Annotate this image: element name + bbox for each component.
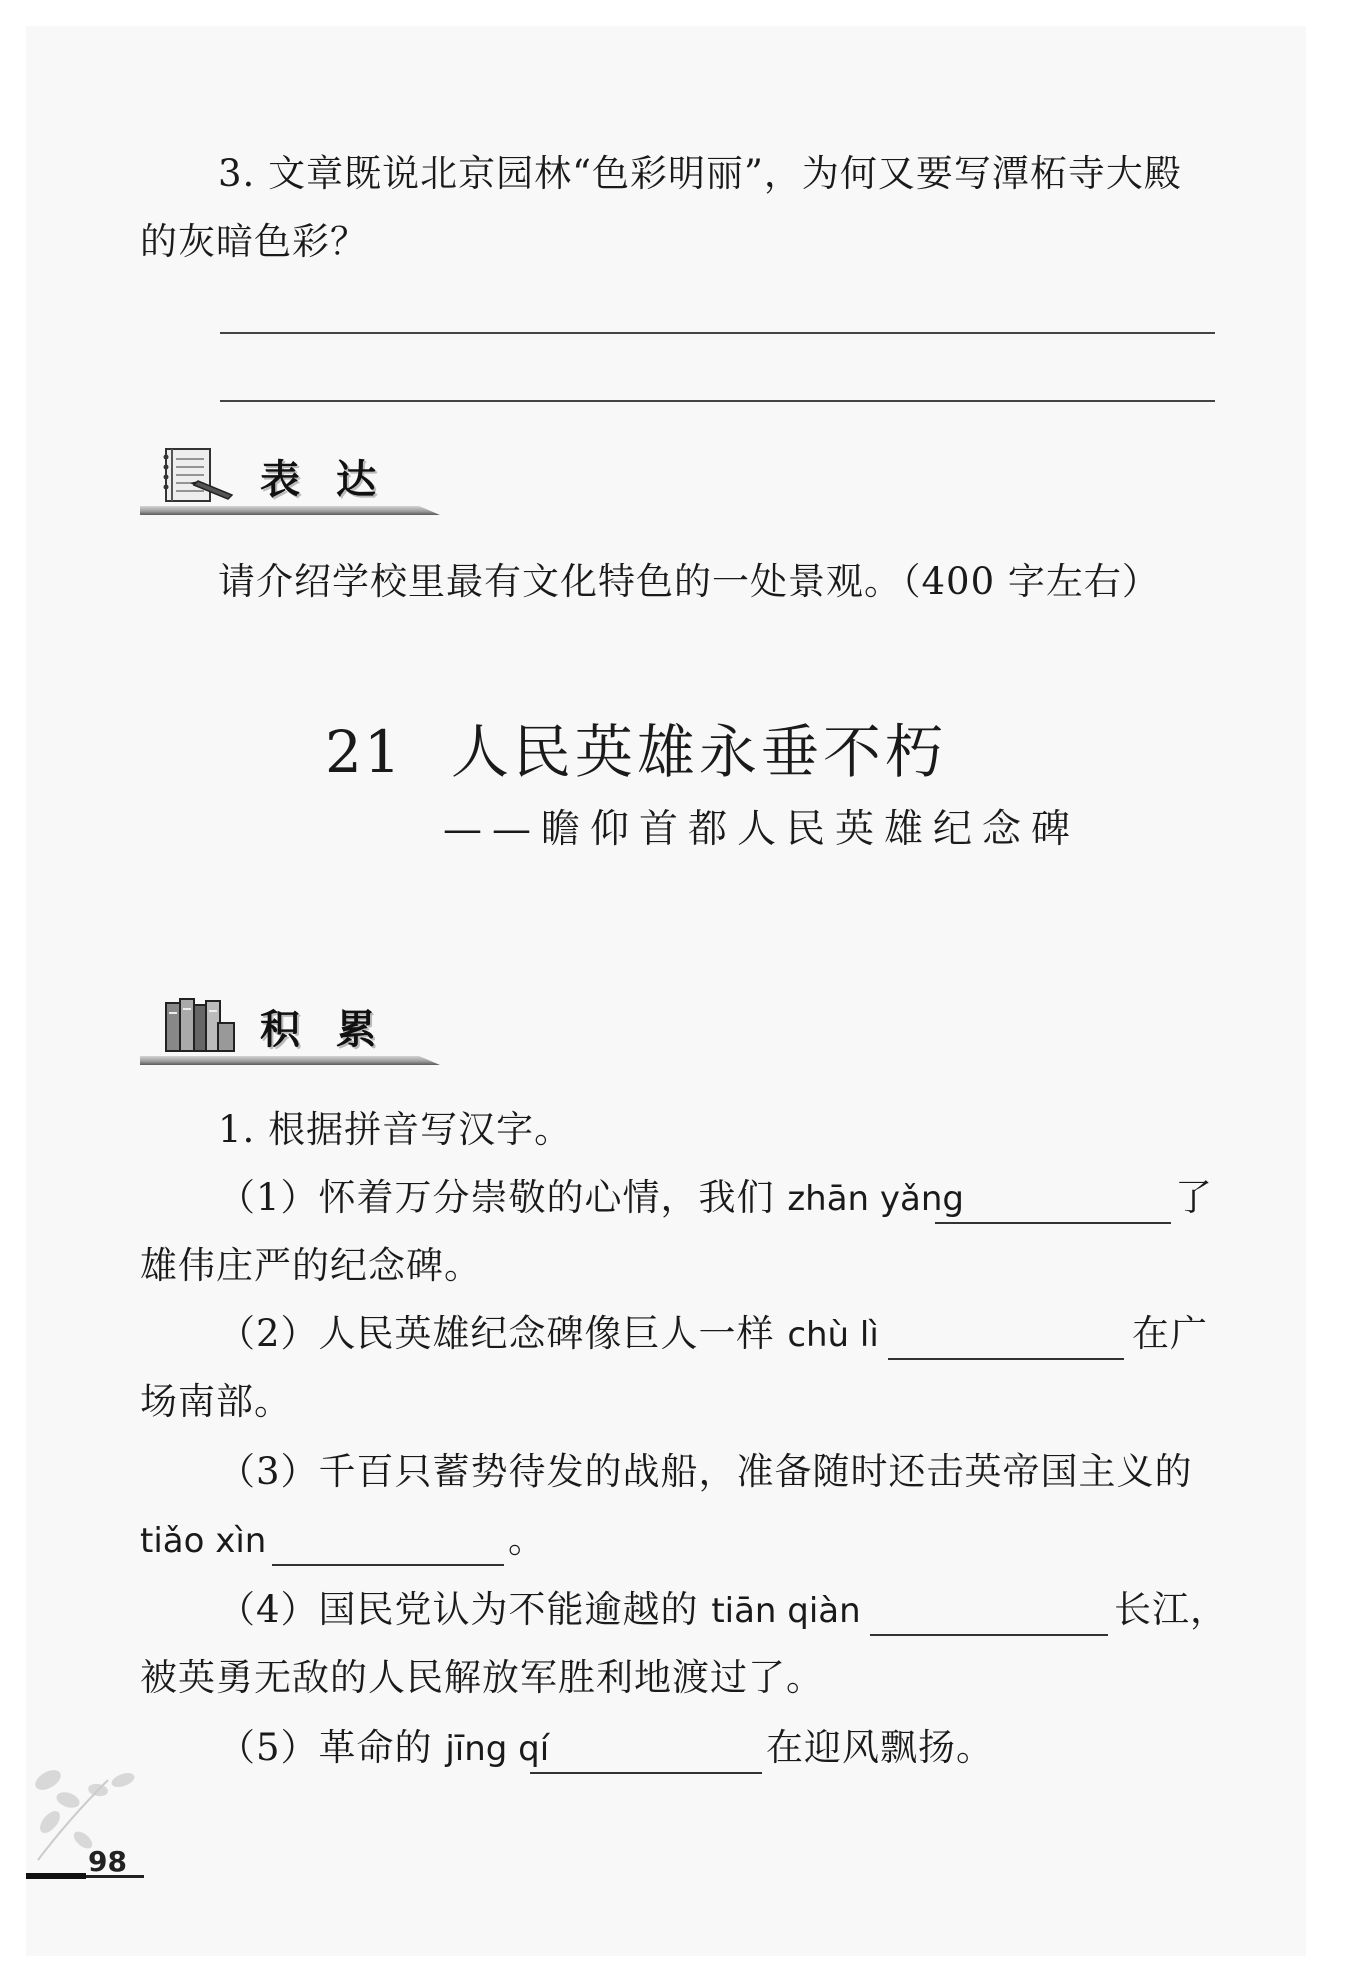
question-3-line-2: 的灰暗色彩？ [140, 220, 368, 263]
pinyin-prompt: jīng qí [445, 1729, 550, 1769]
section-underline [140, 506, 440, 515]
item-5-after: 在迎风飘扬。 [766, 1726, 994, 1769]
fill-item-2 [218, 1312, 879, 1357]
section-title-expression: 表达 [260, 457, 412, 503]
item-1-after: 了 [1175, 1176, 1213, 1219]
answer-line-2[interactable] [220, 400, 1215, 402]
item-text: 国民党认为不能逾越的 [318, 1588, 712, 1631]
section-title-accumulation: 积累 [260, 1007, 412, 1053]
pinyin-prompt: tiǎo xìn [140, 1521, 267, 1561]
item-text: 千百只蓄势待发的战船，准备随时还击英帝国主义的 [318, 1450, 1193, 1493]
books-icon [160, 993, 240, 1057]
item-number: （1） [218, 1176, 319, 1219]
pinyin-prompt: tiān qiàn [711, 1591, 861, 1631]
answer-blank-5[interactable] [530, 1772, 762, 1774]
section-header-accumulation [140, 995, 440, 1065]
item-3-after: 。 [508, 1518, 546, 1561]
page-number-rule-thick [26, 1873, 86, 1879]
item-2-after: 在广 [1132, 1312, 1208, 1355]
fill-item-1 [218, 1176, 964, 1221]
expression-prompt: 请介绍学校里最有文化特色的一处景观。（400 字左右） [218, 560, 1160, 603]
lesson-title [325, 718, 947, 786]
fill-item-3-line-2 [140, 1518, 266, 1563]
item-4-continuation: 被英勇无敌的人民解放军胜利地渡过了。 [140, 1656, 824, 1699]
fill-item-4 [218, 1588, 861, 1633]
pinyin-prompt: zhān yǎng [787, 1179, 964, 1219]
question-3-line-1: 3. 文章既说北京园林“色彩明丽”，为何又要写潭柘寺大殿 [218, 152, 1182, 195]
item-number: （3） [218, 1450, 319, 1493]
fill-item-3 [218, 1450, 1193, 1494]
item-text: 人民英雄纪念碑像巨人一样 [318, 1312, 788, 1355]
section-header-expression [140, 445, 440, 515]
question-1-heading: 1. 根据拼音写汉字。 [218, 1108, 573, 1151]
item-1-continuation: 雄伟庄严的纪念碑。 [140, 1244, 482, 1287]
item-4-after: 长江， [1114, 1588, 1228, 1631]
item-2-continuation: 场南部。 [140, 1380, 292, 1423]
item-text: 革命的 [318, 1726, 446, 1769]
item-text: 怀着万分崇敬的心情，我们 [318, 1176, 788, 1219]
lesson-title-text: 人民英雄永垂不朽 [450, 718, 947, 786]
lesson-number: 21 [325, 718, 403, 786]
section-underline [140, 1056, 440, 1065]
notebook-pen-icon [160, 445, 240, 507]
page-number: 98 [88, 1845, 127, 1878]
answer-line-1[interactable] [220, 332, 1215, 334]
pinyin-prompt: chù lì [787, 1315, 879, 1355]
answer-blank-3[interactable] [272, 1564, 504, 1566]
answer-blank-4[interactable] [870, 1634, 1108, 1636]
item-number: （4） [218, 1588, 319, 1631]
item-number: （5） [218, 1726, 319, 1769]
answer-blank-2[interactable] [888, 1358, 1124, 1360]
lesson-subtitle: ——瞻仰首都人民英雄纪念碑 [443, 807, 1081, 852]
fill-item-5 [218, 1726, 549, 1771]
item-number: （2） [218, 1312, 319, 1355]
answer-blank-1[interactable] [935, 1222, 1171, 1224]
